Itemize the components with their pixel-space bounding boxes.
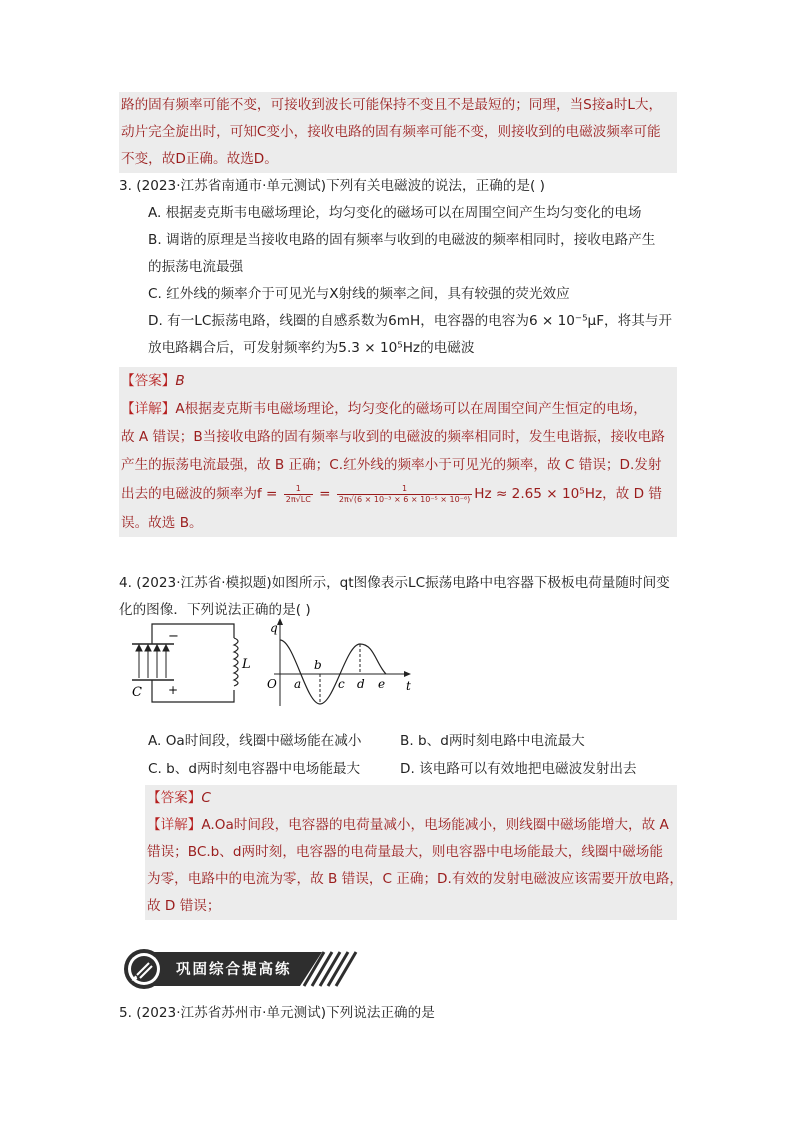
point-c-label: c [338,677,345,691]
detail-line: 错误；BC.b、d两时刻，电容器的电荷量最大，则电容器中电场能最大，线圈中磁场能 [147,844,663,860]
field-arrows [136,645,169,678]
answer-box-q2-continued [119,92,677,173]
answer-label: 【答案】 [121,373,176,389]
section-banner-title: 巩固综合提高练 [176,962,292,978]
answer-line: 动片完全旋出时，可知C变小，接收电路的固有频率可能不变，则接收到的电磁波频率可能 [121,124,661,140]
detail-line: 故 A 错误；B当接收电路的固有频率与收到的电磁波的频率相同时，发生电谐振，接收电路 [121,429,665,445]
plus-sign: + [168,683,179,697]
question-stem: 4. (2023·江苏省·模拟题)如图所示，qt图像表示LC振荡电路中电容器下极板电荷量随时间变 [119,575,670,591]
question-4-options [148,728,648,784]
point-e-label: e [378,677,386,691]
fraction-numerator: 1 [284,484,313,495]
option-b: B. b、d两时刻电路中电流最大 [400,733,585,749]
answer-row [147,785,677,812]
fraction-1 [284,484,313,505]
equals: = [314,486,335,502]
detail-formula-line [121,479,677,509]
option-d: D. 有一LC振荡电路，线圈的自感系数为6mH，电容器的电容为6 × 10⁻⁵μF，将其与开 [148,313,672,329]
t-axis-label: t [406,679,411,693]
answer-label: 【答案】 [147,790,202,806]
qt-graph [267,618,411,706]
detail-label: 【详解】 [121,401,176,417]
option-b-continued: 的振荡电流最强 [148,259,244,275]
detail-line: 误。故选 B。 [121,515,203,531]
option-c: C. b、d两时刻电容器中电场能最大 [148,761,361,777]
circuit-wires [152,624,238,702]
answer-box-q3 [119,367,677,537]
option-b: B. 调谐的原理是当接收电路的固有频率与收到的电磁波的频率相同时，接收电路产生 [148,232,656,248]
answer-value: B [175,373,185,389]
detail-text: A根据麦克斯韦电磁场理论，均匀变化的磁场可以在周围空间产生恒定的电场， [175,401,647,417]
detail-text: A.Oa时间段，电容器的电荷量减小，电场能减小，则线圈中磁场能增大，故 A [201,817,669,833]
formula-prefix: 出去的电磁波的频率为f = [121,486,282,502]
capacitor-label: C [132,685,142,700]
answer-box-q4 [145,785,683,920]
question-5 [119,1000,435,1027]
formula-suffix: Hz ≈ 2.65 × 10⁵Hz，故 D 错 [474,486,662,502]
detail-line: 产生的振荡电流最强，故 B 正确；C.红外线的频率小于可见光的频率，故 C 错误；D.发射 [121,457,662,473]
question-stem-continued: 化的图像．下列说法正确的是( ) [119,602,311,618]
option-c: C. 红外线的频率介于可见光与X射线的频率之间，具有较强的荧光效应 [148,286,570,302]
q-axis-label: q [270,621,278,635]
origin-label: O [267,677,277,691]
detail-label: 【详解】 [147,817,202,833]
question-stem: 3. (2023·江苏省南通市·单元测试)下列有关电磁波的说法，正确的是( ) [119,178,545,194]
point-a-label: a [294,677,302,691]
answer-value: C [201,790,211,806]
fraction-denominator: 2π√LC [285,494,311,504]
detail-line: 为零，电路中的电流为零，故 B 错误，C 正确；D.有效的发射电磁波应该需要开放电路， [147,871,683,887]
fraction-denominator: 2π√(6 × 10⁻³ × 6 × 10⁻⁵ × 10⁻⁶) [338,494,471,504]
minus-sign: − [168,629,179,644]
answer-line: 不变，故D正确。故选D。 [121,151,278,167]
inductor-label: L [242,657,251,672]
question-stem: 5. (2023·江苏省苏州市·单元测试)下列说法正确的是 [119,1005,435,1021]
option-a: A. 根据麦克斯韦电磁场理论，均匀变化的磁场可以在周围空间产生均匀变化的电场 [148,205,642,221]
point-d-label: d [357,677,365,691]
option-d-continued: 放电路耦合后，可发射频率约为5.3 × 10⁵Hz的电磁波 [148,340,475,356]
answer-line: 路的固有频率可能不变，可接收到波长可能保持不变且不是最短的；同理，当S接a时L大， [121,97,663,113]
option-a: A. Oa时间段，线圈中磁场能在减小 [148,733,362,749]
fraction-2 [337,484,472,505]
point-b-label: b [314,658,322,672]
option-d: D. 该电路可以有效地把电磁波发射出去 [400,761,637,777]
fraction-numerator: 1 [337,484,472,495]
answer-row [121,367,677,395]
detail-line: 故 D 错误； [147,898,221,914]
detail-line [147,812,677,839]
question-3 [119,173,672,362]
detail-line [121,395,677,423]
lc-circuit-figure [124,614,424,714]
qt-sine-curve [280,640,386,704]
